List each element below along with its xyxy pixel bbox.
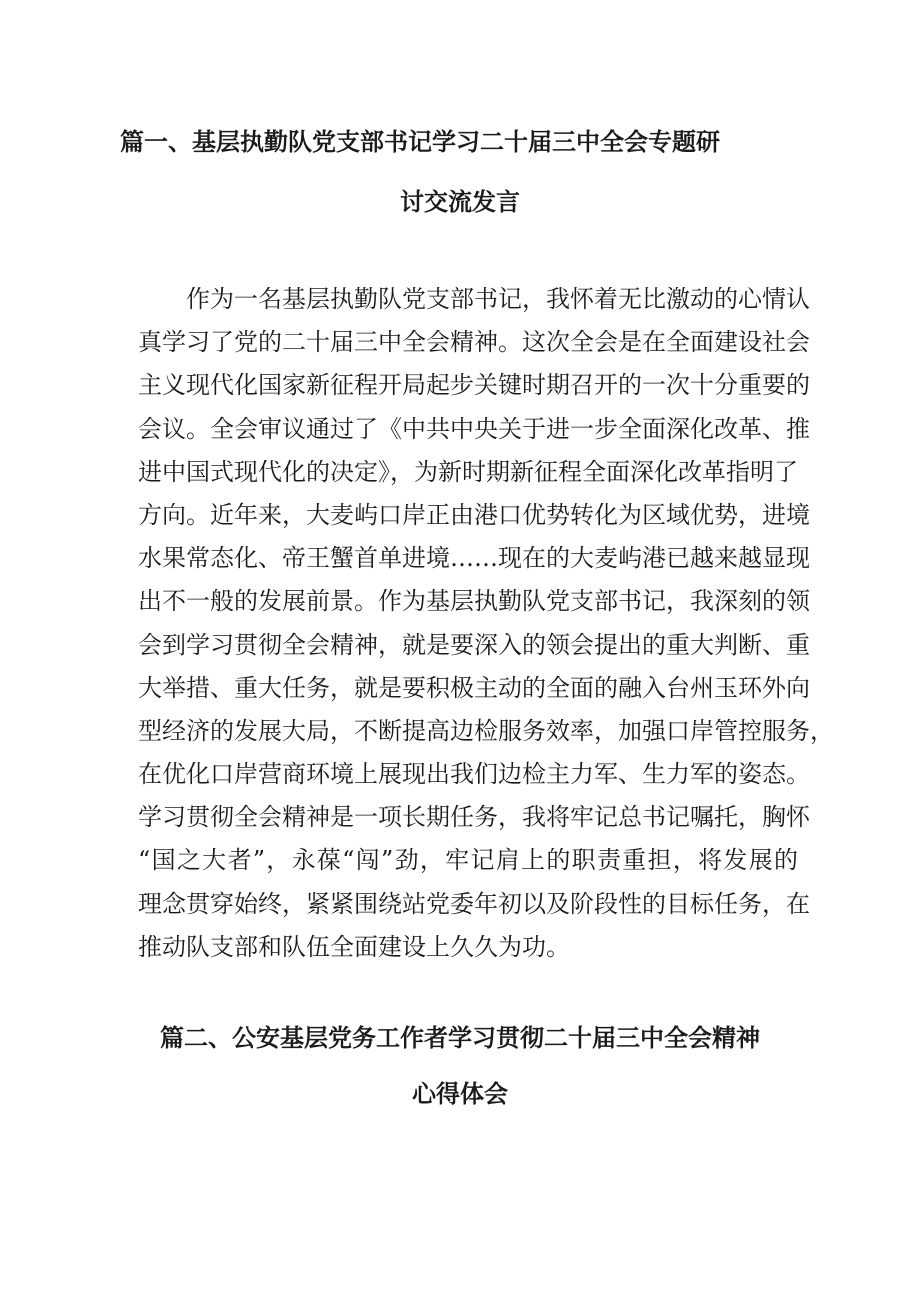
paragraph-line: 作为一名基层执勤队党支部书记，我怀着无比激动的心情认 [186,285,810,313]
paragraph-line: 方向。近年来，大麦屿口岸正由港口优势转化为区域优势，进境 [138,500,810,529]
paragraph-line: 会议。全会审议通过了《中共中央关于进一步全面深化改革、推 [138,414,810,443]
paragraph-line: “国之大者”，永葆“闯”劲，牢记肩上的职责重担，将发展的 [138,846,798,875]
paragraph-line: 理念贯穿始终，紧紧围绕站党委年初以及阶段性的目标任务，在 [138,889,810,918]
section2-title-line1: 篇二、公安基层党务工作者学习贯彻二十届三中全会精神 [160,1024,760,1052]
paragraph-line: 大举措、重大任务，就是要积极主动的全面的融入台州玉环外向 [138,673,810,702]
paragraph-line: 型经济的发展大局，不断提高边检服务效率，加强口岸管控服务， [138,716,834,745]
paragraph-line: 真学习了党的二十届三中全会精神。这次全会是在全面建设社会 [138,328,810,357]
section1-paragraph [138,278,834,969]
paragraph-line: 出不一般的发展前景。作为基层执勤队党支部书记，我深刻的领 [138,587,810,616]
paragraph-line: 学习贯彻全会精神是一项长期任务，我将牢记总书记嘱托，胸怀 [138,803,810,832]
paragraph-line: 在优化口岸营商环境上展现出我们边检主力军、生力军的姿态。 [138,760,810,789]
paragraph-line: 水果常态化、帝王蟹首单进境……现在的大麦屿港已越来越显现 [138,544,810,573]
section1-title-line1: 篇一、基层执勤队党支部书记学习二十届三中全会专题研 [120,128,720,156]
section1-title-line2: 讨交流发言 [400,188,520,216]
paragraph-line: 进中国式现代化的决定》，为新时期新征程全面深化改革指明了 [138,457,798,486]
paragraph-line: 会到学习贯彻全会精神，就是要深入的领会提出的重大判断、重 [138,630,810,659]
paragraph-line: 主义现代化国家新征程开局起步关键时期召开的一次十分重要的 [138,371,810,400]
section2-title-line2: 心得体会 [412,1080,508,1108]
paragraph-line: 推动队支部和队伍全面建设上久久为功。 [138,932,570,961]
